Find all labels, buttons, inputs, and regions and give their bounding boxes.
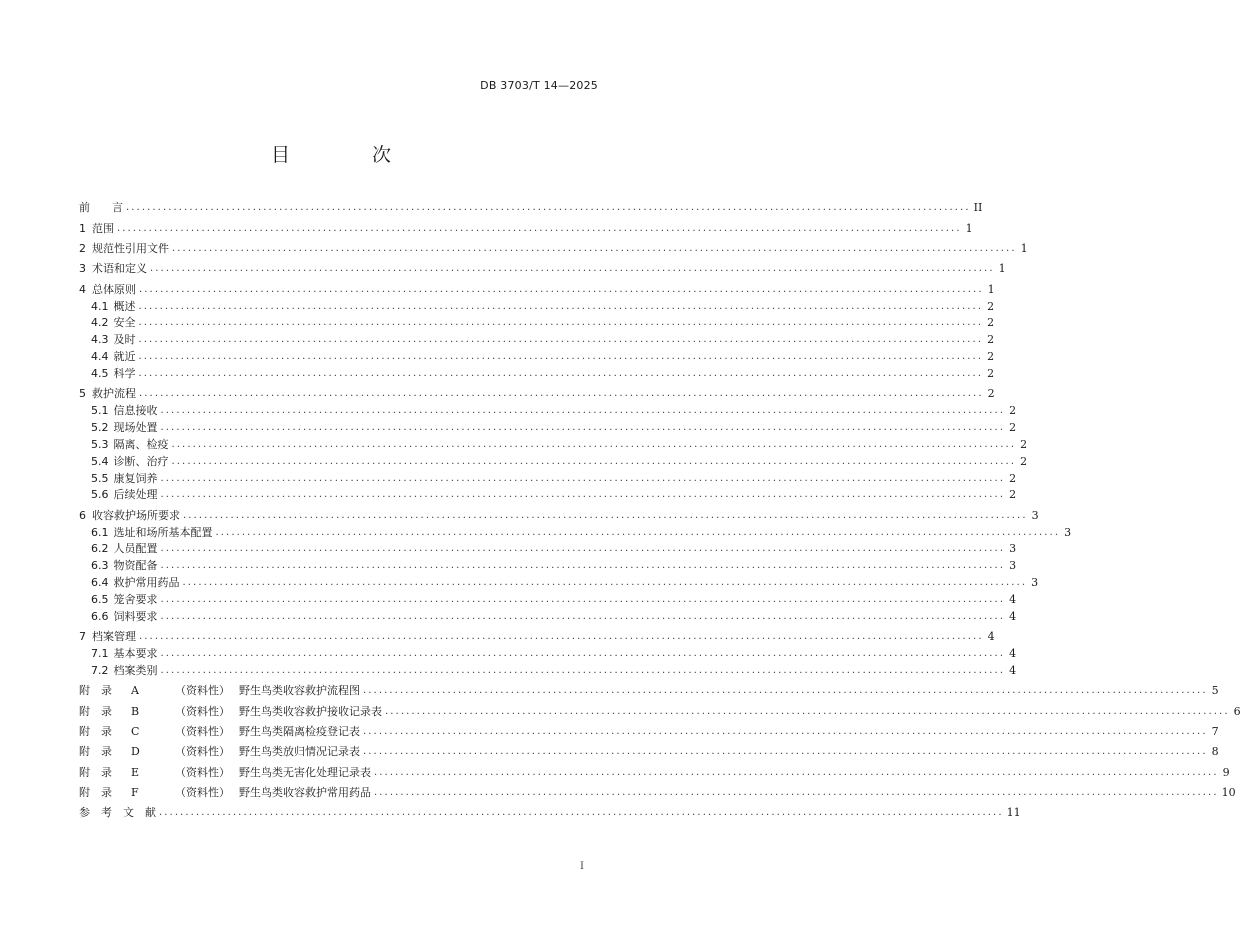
appendix-letter-cell xyxy=(119,744,175,760)
toc-entry-label xyxy=(91,403,158,419)
toc-entry-number: 6.3 xyxy=(91,559,109,573)
leader-dots: ................................................................................................................................................................ xyxy=(160,472,1006,484)
appendix-entry[interactable] xyxy=(79,785,1236,802)
leader-dots: ................................................................................................................................................................ xyxy=(160,648,1006,660)
toc-entry-label xyxy=(79,282,136,298)
appendix-entry[interactable] xyxy=(79,723,1219,740)
toc-entry-title: 诊断、治疗 xyxy=(113,454,169,468)
leader-dots: ................................................................................................................................................................ xyxy=(374,766,1219,778)
leader-dots: ................................................................................................................................................................ xyxy=(139,283,984,295)
toc-entry-page: 2 xyxy=(1009,471,1017,485)
toc-entry[interactable] xyxy=(79,220,973,237)
leader-dots: ................................................................................................................................................................ xyxy=(160,610,1006,622)
document-code: DB 3703/T 14—2025 xyxy=(480,79,598,92)
leader-dots: ................................................................................................................................................................ xyxy=(126,202,971,214)
toc-entry[interactable] xyxy=(79,200,983,217)
appendix-title: 野生鸟类收容救护常用药品 xyxy=(239,785,371,799)
appendix-page: 10 xyxy=(1221,785,1236,799)
toc-entry-number: 7.1 xyxy=(91,647,109,661)
toc-entry-page: 1 xyxy=(965,221,973,235)
toc-entry-page: 1 xyxy=(998,262,1006,276)
appendix-entry-label xyxy=(79,724,360,740)
toc-entry-page: 2 xyxy=(987,333,995,347)
toc-entry-label xyxy=(91,646,158,662)
toc-entry-title: 概述 xyxy=(113,299,136,313)
leader-dots: ................................................................................................................................................................ xyxy=(160,422,1006,434)
toc-entry-title: 救护流程 xyxy=(92,387,136,401)
leader-dots: ................................................................................................................................................................ xyxy=(138,300,984,312)
appendix-type: （资料性） xyxy=(175,684,230,698)
toc-entry-page: II xyxy=(973,201,983,215)
toc-entry[interactable] xyxy=(79,298,995,315)
leader-dots: ................................................................................................................................................................ xyxy=(171,438,1017,450)
leader-dots: ................................................................................................................................................................ xyxy=(139,631,984,643)
toc-entry[interactable] xyxy=(79,646,1017,663)
toc-entry[interactable] xyxy=(79,575,1039,592)
toc-entry-label xyxy=(91,420,158,436)
toc-entry-number: 4.2 xyxy=(91,316,109,330)
leader-dots: ................................................................................................................................................................ xyxy=(363,746,1208,758)
toc-entry-page: 1 xyxy=(987,282,995,296)
appendix-entry[interactable] xyxy=(79,764,1230,781)
appendix-page: 8 xyxy=(1211,745,1219,759)
toc-entry-page: 4 xyxy=(1009,609,1017,623)
appendix-type: （资料性） xyxy=(175,724,230,738)
appendix-page: 7 xyxy=(1211,724,1219,738)
leader-dots: ................................................................................................................................................................ xyxy=(117,222,962,234)
leader-dots: ................................................................................................................................................................ xyxy=(160,489,1006,501)
toc-entry-title: 前 言 xyxy=(79,201,123,215)
toc-entry[interactable] xyxy=(79,281,995,298)
toc-entry-title: 档案类别 xyxy=(113,663,158,677)
toc-entry-title: 术语和定义 xyxy=(92,262,147,276)
toc-entry-number: 4.1 xyxy=(91,299,109,313)
toc-entry[interactable] xyxy=(79,420,1017,437)
toc-entry-title: 基本要求 xyxy=(113,647,158,661)
toc-entry-number: 6.5 xyxy=(91,592,109,606)
appendix-type: （资料性） xyxy=(175,745,230,759)
toc-entry-title: 档案管理 xyxy=(92,630,136,644)
toc-entry-number: 5.1 xyxy=(91,404,109,418)
appendix-prefix: 附 录 xyxy=(79,684,112,698)
toc-entry-label xyxy=(91,349,136,365)
appendix-letter: D xyxy=(131,745,140,759)
leader-dots: ................................................................................................................................................................ xyxy=(139,388,984,400)
toc-entry-number: 7.2 xyxy=(91,663,109,677)
toc-entry-title: 隔离、检疫 xyxy=(113,437,169,451)
leader-dots: ................................................................................................................................................................ xyxy=(150,263,995,275)
appendix-title: 野生鸟类隔离检疫登记表 xyxy=(239,724,360,738)
toc-entry-label xyxy=(91,541,158,557)
toc-entry-number: 5.4 xyxy=(91,454,109,468)
toc-entry-number: 5 xyxy=(79,387,86,401)
leader-dots: ................................................................................................................................................................ xyxy=(160,664,1006,676)
toc-entry-title: 范围 xyxy=(92,221,114,235)
toc-entry-page: 3 xyxy=(1064,525,1072,539)
toc-entry[interactable] xyxy=(79,541,1017,558)
toc-entry-number: 5.6 xyxy=(91,488,109,502)
appendix-entry-label xyxy=(79,744,360,760)
toc-entry[interactable] xyxy=(79,558,1017,575)
toc-entry-title: 人员配置 xyxy=(113,542,158,556)
toc-entry-page: 2 xyxy=(987,299,995,313)
toc-entry-title: 及时 xyxy=(113,333,136,347)
toc-entry-number: 5.3 xyxy=(91,437,109,451)
appendix-entry[interactable] xyxy=(79,703,1241,720)
appendix-letter: A xyxy=(131,684,139,698)
leader-dots: ................................................................................................................................................................ xyxy=(385,705,1230,717)
toc-entry[interactable] xyxy=(79,507,1039,524)
toc-entry[interactable] xyxy=(79,332,995,349)
appendix-letter: C xyxy=(131,724,140,738)
toc-entry-number: 7 xyxy=(79,630,86,644)
leader-dots: ................................................................................................................................................................ xyxy=(160,560,1006,572)
toc-entry-label xyxy=(91,487,158,503)
toc-entry-label xyxy=(91,575,180,591)
toc-entry-number: 6.2 xyxy=(91,542,109,556)
toc-entry-page: 3 xyxy=(1009,559,1017,573)
appendix-letter: F xyxy=(131,785,139,799)
toc-entry[interactable] xyxy=(79,592,1017,609)
appendix-title: 野生鸟类放归情况记录表 xyxy=(239,745,360,759)
toc-entry-page: 2 xyxy=(1009,421,1017,435)
toc-entry-title: 现场处置 xyxy=(113,421,158,435)
toc-entry-number: 4.4 xyxy=(91,350,109,364)
toc-entry-label xyxy=(79,221,114,237)
appendix-letter-cell xyxy=(119,724,175,740)
leader-dots: ................................................................................................................................................................ xyxy=(159,807,1004,819)
appendix-letter-cell xyxy=(119,704,175,720)
leader-dots: ................................................................................................................................................................ xyxy=(138,368,984,380)
toc-entry-page: 2 xyxy=(987,387,995,401)
toc-entry-label xyxy=(91,437,169,453)
references-entry[interactable] xyxy=(79,805,1021,822)
toc-entry-title: 救护常用药品 xyxy=(113,576,180,590)
toc-entry-number: 3 xyxy=(79,262,86,276)
appendix-prefix: 附 录 xyxy=(79,785,112,799)
toc-entry[interactable] xyxy=(79,436,1028,453)
toc-entry-number: 6 xyxy=(79,508,86,522)
toc-entry-title: 康复饲养 xyxy=(113,471,158,485)
toc-entry[interactable] xyxy=(79,386,995,403)
toc-entry[interactable] xyxy=(79,349,995,366)
toc-entry-title: 就近 xyxy=(113,350,136,364)
toc-entry-title: 选址和场所基本配置 xyxy=(113,525,213,539)
toc-entry[interactable] xyxy=(79,629,995,646)
toc-entry-label xyxy=(91,592,158,608)
leader-dots: ................................................................................................................................................................ xyxy=(160,593,1006,605)
toc-entry-page: 2 xyxy=(987,316,995,330)
toc-entry-label xyxy=(79,200,123,216)
page-title: 目 次 xyxy=(270,144,430,166)
references-label: 参 考 文 献 xyxy=(79,806,156,820)
appendix-letter: B xyxy=(131,704,140,718)
leader-dots: ................................................................................................................................................................ xyxy=(172,243,1017,255)
toc-entry-page: 2 xyxy=(987,367,995,381)
toc-entry-label xyxy=(91,366,136,382)
toc-entry-number: 2 xyxy=(79,242,86,256)
toc-entry[interactable] xyxy=(79,241,1028,258)
leader-dots: ................................................................................................................................................................ xyxy=(138,317,984,329)
toc-entry-label xyxy=(91,525,213,541)
footer-page-number: I xyxy=(580,861,584,872)
toc-entry-label xyxy=(91,315,136,331)
toc-entry[interactable] xyxy=(79,403,1017,420)
appendix-type: （资料性） xyxy=(175,765,230,779)
toc-entry-number: 6.1 xyxy=(91,525,109,539)
toc-entry-page: 2 xyxy=(1009,488,1017,502)
toc-entry[interactable] xyxy=(79,608,1017,625)
toc-entry-label xyxy=(91,663,158,679)
appendix-prefix: 附 录 xyxy=(79,704,112,718)
toc-entry-label xyxy=(91,471,158,487)
toc-entry-number: 6.6 xyxy=(91,609,109,623)
appendix-prefix: 附 录 xyxy=(79,745,112,759)
appendix-page: 6 xyxy=(1233,704,1241,718)
toc-entry-label xyxy=(79,241,169,257)
toc-entry[interactable] xyxy=(79,261,1006,278)
toc-entry[interactable] xyxy=(79,366,995,383)
toc-entry[interactable] xyxy=(79,470,1017,487)
toc-entry-page: 4 xyxy=(1009,647,1017,661)
toc-entry-title: 科学 xyxy=(113,367,136,381)
appendix-title: 野生鸟类无害化处理记录表 xyxy=(239,765,371,779)
toc-entry-number: 5.2 xyxy=(91,421,109,435)
leader-dots: ................................................................................................................................................................ xyxy=(374,786,1219,798)
appendix-entry-label xyxy=(79,765,371,781)
toc-entry-title: 信息接收 xyxy=(113,404,158,418)
toc-entry-page: 4 xyxy=(1009,592,1017,606)
references-page: 11 xyxy=(1006,806,1021,820)
appendix-page: 9 xyxy=(1222,765,1230,779)
toc-entry-title: 收容救护场所要求 xyxy=(92,508,180,522)
toc-entry-title: 总体原则 xyxy=(92,282,136,296)
leader-dots: ................................................................................................................................................................ xyxy=(363,685,1208,697)
toc-entry-page: 1 xyxy=(1020,242,1028,256)
leader-dots: ................................................................................................................................................................ xyxy=(171,455,1017,467)
appendix-letter-cell xyxy=(119,785,175,801)
table-of-contents xyxy=(79,200,1241,822)
appendix-entry[interactable] xyxy=(79,683,1219,700)
toc-entry-page: 2 xyxy=(1020,437,1028,451)
leader-dots: ................................................................................................................................................................ xyxy=(182,577,1028,589)
toc-entry-page: 4 xyxy=(987,630,995,644)
toc-entry-number: 4 xyxy=(79,282,86,296)
appendix-page: 5 xyxy=(1211,684,1219,698)
toc-entry-page: 3 xyxy=(1009,542,1017,556)
appendix-title: 野生鸟类收容救护接收记录表 xyxy=(239,704,382,718)
toc-entry-label xyxy=(91,558,158,574)
leader-dots: ................................................................................................................................................................ xyxy=(363,725,1208,737)
toc-entry-title: 安全 xyxy=(113,316,136,330)
appendix-entry-label xyxy=(79,704,382,720)
toc-entry-label xyxy=(91,609,158,625)
appendix-entry-label xyxy=(79,683,360,699)
leader-dots: ................................................................................................................................................................ xyxy=(160,405,1006,417)
leader-dots: ................................................................................................................................................................ xyxy=(138,334,984,346)
toc-entry-title: 饲料要求 xyxy=(113,609,158,623)
toc-entry-number: 6.4 xyxy=(91,576,109,590)
toc-entry-title: 规范性引用文件 xyxy=(92,242,169,256)
toc-entry[interactable] xyxy=(79,453,1028,470)
appendix-prefix: 附 录 xyxy=(79,765,112,779)
toc-entry-number: 4.5 xyxy=(91,367,109,381)
toc-entry-title: 笼舍要求 xyxy=(113,592,158,606)
toc-entry-page: 2 xyxy=(1009,404,1017,418)
leader-dots: ................................................................................................................................................................ xyxy=(138,351,984,363)
toc-entry[interactable] xyxy=(79,662,1017,679)
toc-entry-page: 3 xyxy=(1031,576,1039,590)
toc-entry-page: 4 xyxy=(1009,663,1017,677)
toc-entry-title: 物资配备 xyxy=(113,559,158,573)
toc-entry-number: 1 xyxy=(79,221,86,235)
toc-entry-page: 2 xyxy=(987,350,995,364)
toc-entry[interactable] xyxy=(79,315,995,332)
toc-entry-label xyxy=(79,629,136,645)
appendix-entry[interactable] xyxy=(79,744,1219,761)
toc-entry-label xyxy=(79,386,136,402)
toc-entry-title: 后续处理 xyxy=(113,488,158,502)
toc-entry-label xyxy=(79,261,147,277)
appendix-entry-label xyxy=(79,785,371,801)
toc-entry[interactable] xyxy=(79,524,1072,541)
appendix-letter-cell xyxy=(119,765,175,781)
leader-dots: ................................................................................................................................................................ xyxy=(215,526,1061,538)
toc-entry-label xyxy=(91,299,136,315)
appendix-letter: E xyxy=(131,765,140,779)
toc-entry-number: 4.3 xyxy=(91,333,109,347)
leader-dots: ................................................................................................................................................................ xyxy=(160,543,1006,555)
leader-dots: ................................................................................................................................................................ xyxy=(183,509,1028,521)
appendix-letter-cell xyxy=(119,683,175,699)
toc-entry-page: 3 xyxy=(1031,508,1039,522)
toc-entry-label xyxy=(79,508,180,524)
toc-entry-page: 2 xyxy=(1020,454,1028,468)
appendix-title: 野生鸟类收容救护流程图 xyxy=(239,684,360,698)
appendix-type: （资料性） xyxy=(175,704,230,718)
toc-entry-label xyxy=(91,454,169,470)
appendix-type: （资料性） xyxy=(175,785,230,799)
toc-entry[interactable] xyxy=(79,487,1017,504)
toc-entry-label xyxy=(91,332,136,348)
appendix-prefix: 附 录 xyxy=(79,724,112,738)
toc-entry-number: 5.5 xyxy=(91,471,109,485)
